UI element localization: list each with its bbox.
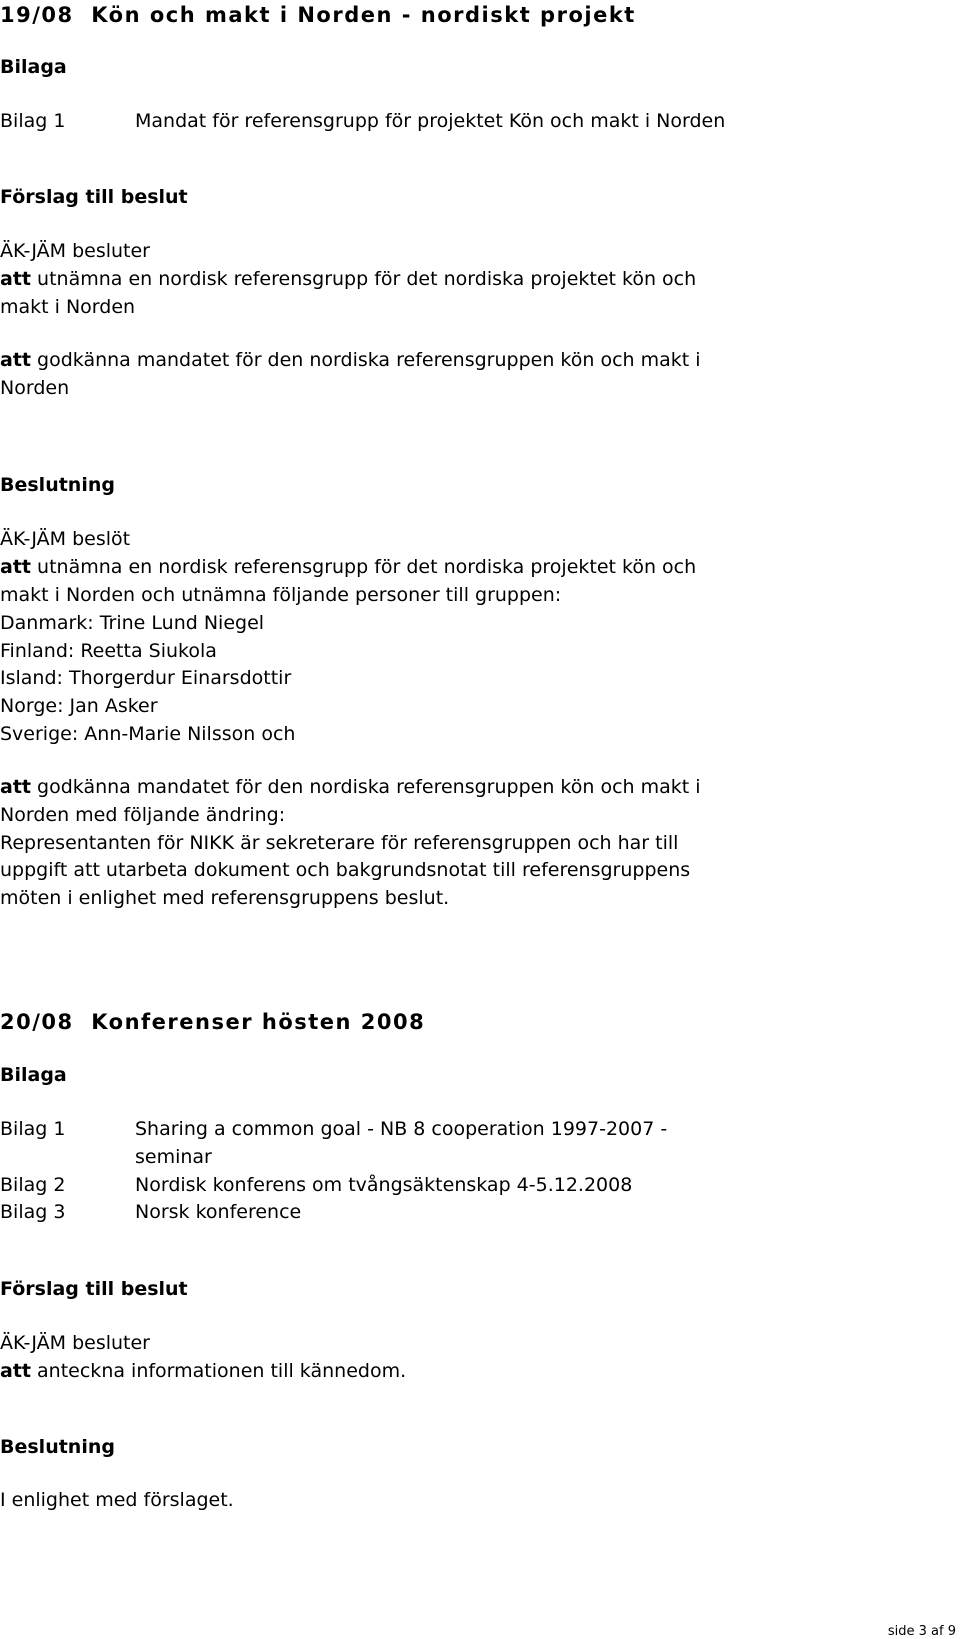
decision-heading: Beslutning (0, 474, 115, 496)
attachment-row (0, 1118, 668, 1140)
proposal-att-text: anteckna informationen till kännedom. (31, 1360, 407, 1382)
decision-att-line-cont: möten i enlighet med referensgruppens beslut. (0, 887, 450, 909)
proposal-heading: Förslag till beslut (0, 186, 188, 208)
section-title-20-08 (0, 1012, 425, 1033)
proposal-att-text: utnämna en nordisk referensgrupp för det nordiska projektet kön och (31, 268, 697, 290)
att-keyword: att (0, 268, 31, 290)
proposal-att-line-cont: Norden (0, 377, 70, 399)
decision-att-line-cont: makt i Norden och utnämna följande personer till gruppen: (0, 584, 562, 606)
attachment-text: Mandat för referensgrupp för projektet Kön och makt i Norden (135, 110, 726, 132)
proposal-intro: ÄK-JÄM besluter (0, 1332, 150, 1354)
decision-att-line (0, 558, 696, 577)
member-line: Sverige: Ann-Marie Nilsson och (0, 723, 296, 745)
member-line: Danmark: Trine Lund Niegel (0, 612, 265, 634)
attachment-label: Bilag 1 (0, 1118, 66, 1140)
bilaga-heading: Bilaga (0, 1064, 67, 1086)
decision-text: I enlighet med förslaget. (0, 1489, 234, 1511)
proposal-att-line-cont: makt i Norden (0, 296, 136, 318)
attachment-label: Bilag 3 (0, 1201, 66, 1223)
proposal-att-line (0, 351, 701, 370)
att-keyword: att (0, 776, 31, 798)
section-title-19-08 (0, 5, 636, 26)
bilaga-heading: Bilaga (0, 56, 67, 78)
attachment-label: Bilag 1 (0, 110, 66, 132)
member-line: Finland: Reetta Siukola (0, 640, 217, 662)
proposal-att-text: godkänna mandatet för den nordiska referensgruppen kön och makt i (31, 349, 701, 371)
proposal-heading: Förslag till beslut (0, 1278, 188, 1300)
decision-att-line (0, 778, 701, 797)
page-number: side 3 af 9 (887, 1624, 956, 1639)
decision-att-line-cont: Representanten för NIKK är sekreterare för referensgruppen och har till (0, 832, 679, 854)
proposal-intro: ÄK-JÄM besluter (0, 240, 150, 262)
att-keyword: att (0, 556, 31, 578)
decision-att-line-cont: uppgift att utarbeta dokument och bakgrundsnotat till referensgruppens (0, 859, 691, 881)
section-number: 20/08 (0, 1010, 74, 1034)
attachment-row (0, 110, 726, 132)
attachment-text-cont: seminar (135, 1146, 212, 1168)
att-keyword: att (0, 1360, 31, 1382)
attachment-text: Nordisk konferens om tvångsäktenskap 4-5.12.2008 (135, 1174, 633, 1196)
attachment-text: Norsk konference (135, 1201, 302, 1223)
decision-att-text: utnämna en nordisk referensgrupp för det nordiska projektet kön och (31, 556, 697, 578)
decision-heading: Beslutning (0, 1436, 115, 1458)
section-title-text: Konferenser hösten 2008 (91, 1010, 426, 1034)
attachment-row (0, 1174, 633, 1196)
proposal-att-line (0, 270, 696, 289)
decision-att-text: godkänna mandatet för den nordiska referensgruppen kön och makt i (31, 776, 701, 798)
section-title-text: Kön och makt i Norden - nordiskt projekt (91, 3, 636, 27)
member-line: Island: Thorgerdur Einarsdottir (0, 667, 292, 689)
attachment-text: Sharing a common goal - NB 8 cooperation 1997-2007 - (135, 1118, 668, 1140)
decision-att-line-cont: Norden med följande ändring: (0, 804, 286, 826)
section-number: 19/08 (0, 3, 74, 27)
decision-intro: ÄK-JÄM beslöt (0, 528, 131, 550)
attachment-label: Bilag 2 (0, 1174, 66, 1196)
att-keyword: att (0, 349, 31, 371)
member-line: Norge: Jan Asker (0, 695, 158, 717)
attachment-row (0, 1201, 302, 1223)
proposal-att-line (0, 1362, 406, 1381)
